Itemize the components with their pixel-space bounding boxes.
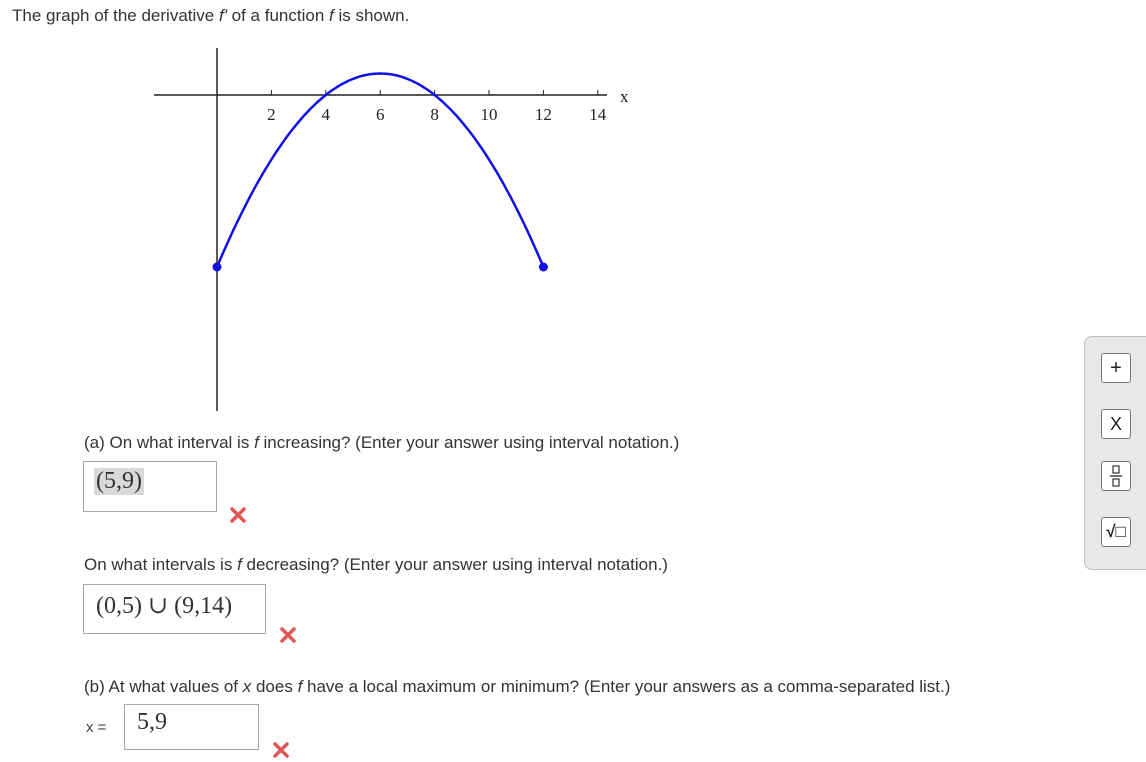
question-a-increasing <box>84 433 679 453</box>
prompt-text: The graph of the derivative <box>12 6 219 25</box>
question-a-decreasing <box>84 555 668 575</box>
x-tick-label: 8 <box>430 105 439 124</box>
plus-icon[interactable] <box>1101 353 1131 383</box>
q-a2-prefix: On what intervals is <box>84 555 238 574</box>
q-b-prefix: (b) At what values of <box>84 677 243 696</box>
x-tick-label: 2 <box>267 105 276 124</box>
answer-value-extrema: 5,9 <box>137 709 167 735</box>
q-a1-prefix: (a) On what interval is <box>84 433 255 452</box>
x-axis-label: x <box>620 87 629 106</box>
prompt-text-end: is shown. <box>333 6 410 25</box>
answer-label-x: x = <box>86 719 107 736</box>
q-b-suffix: have a local maximum or minimum? (Enter your answers as a comma-separated list.) <box>302 677 951 696</box>
x-tick-labels <box>267 105 607 124</box>
q-a2-suffix: decreasing? (Enter your answer using interval notation.) <box>241 555 668 574</box>
times-icon[interactable] <box>1101 409 1131 439</box>
math-palette <box>1084 336 1146 570</box>
answer-value-decreasing: (0,5) ∪ (9,14) <box>96 593 233 619</box>
x-tick-label: 6 <box>375 105 385 124</box>
prompt-f: f <box>329 6 334 25</box>
prompt-text-mid: of a function <box>226 6 330 25</box>
incorrect-icon <box>278 625 298 645</box>
curve-start-dot <box>213 263 222 272</box>
fraction-glyph <box>1109 465 1123 487</box>
answer-value-increasing: (5,9) <box>96 468 142 494</box>
q-a1-f: f <box>254 433 259 452</box>
q-b-mid: does <box>251 677 298 696</box>
q-a1-suffix: increasing? (Enter your answer using interval notation.) <box>258 433 680 452</box>
sqrt-glyph: √□ <box>1106 522 1126 541</box>
q-b-f: f <box>297 677 303 696</box>
answer-field-decreasing[interactable] <box>83 584 266 634</box>
fraction-icon[interactable] <box>1101 461 1131 491</box>
question-b-extrema <box>84 677 950 697</box>
plus-glyph: + <box>1110 356 1122 379</box>
x-tick-label: 4 <box>321 105 331 124</box>
derivative-curve <box>217 74 543 268</box>
curve-end-dot <box>539 263 548 272</box>
derivative-graph <box>0 0 700 420</box>
answer-field-increasing[interactable] <box>83 461 217 512</box>
incorrect-icon <box>271 740 291 760</box>
sqrt-icon[interactable] <box>1101 517 1131 547</box>
x-tick-label: 10 <box>480 105 498 124</box>
x-tick-label: 14 <box>589 105 607 124</box>
times-glyph: X <box>1109 413 1122 434</box>
q-b-x: x <box>242 677 252 696</box>
x-tick-label: 12 <box>534 105 552 124</box>
q-a2-f: f <box>237 555 242 574</box>
incorrect-icon <box>228 505 248 525</box>
prompt-fprime: f' <box>218 6 227 25</box>
answer-field-extrema[interactable] <box>124 704 259 750</box>
